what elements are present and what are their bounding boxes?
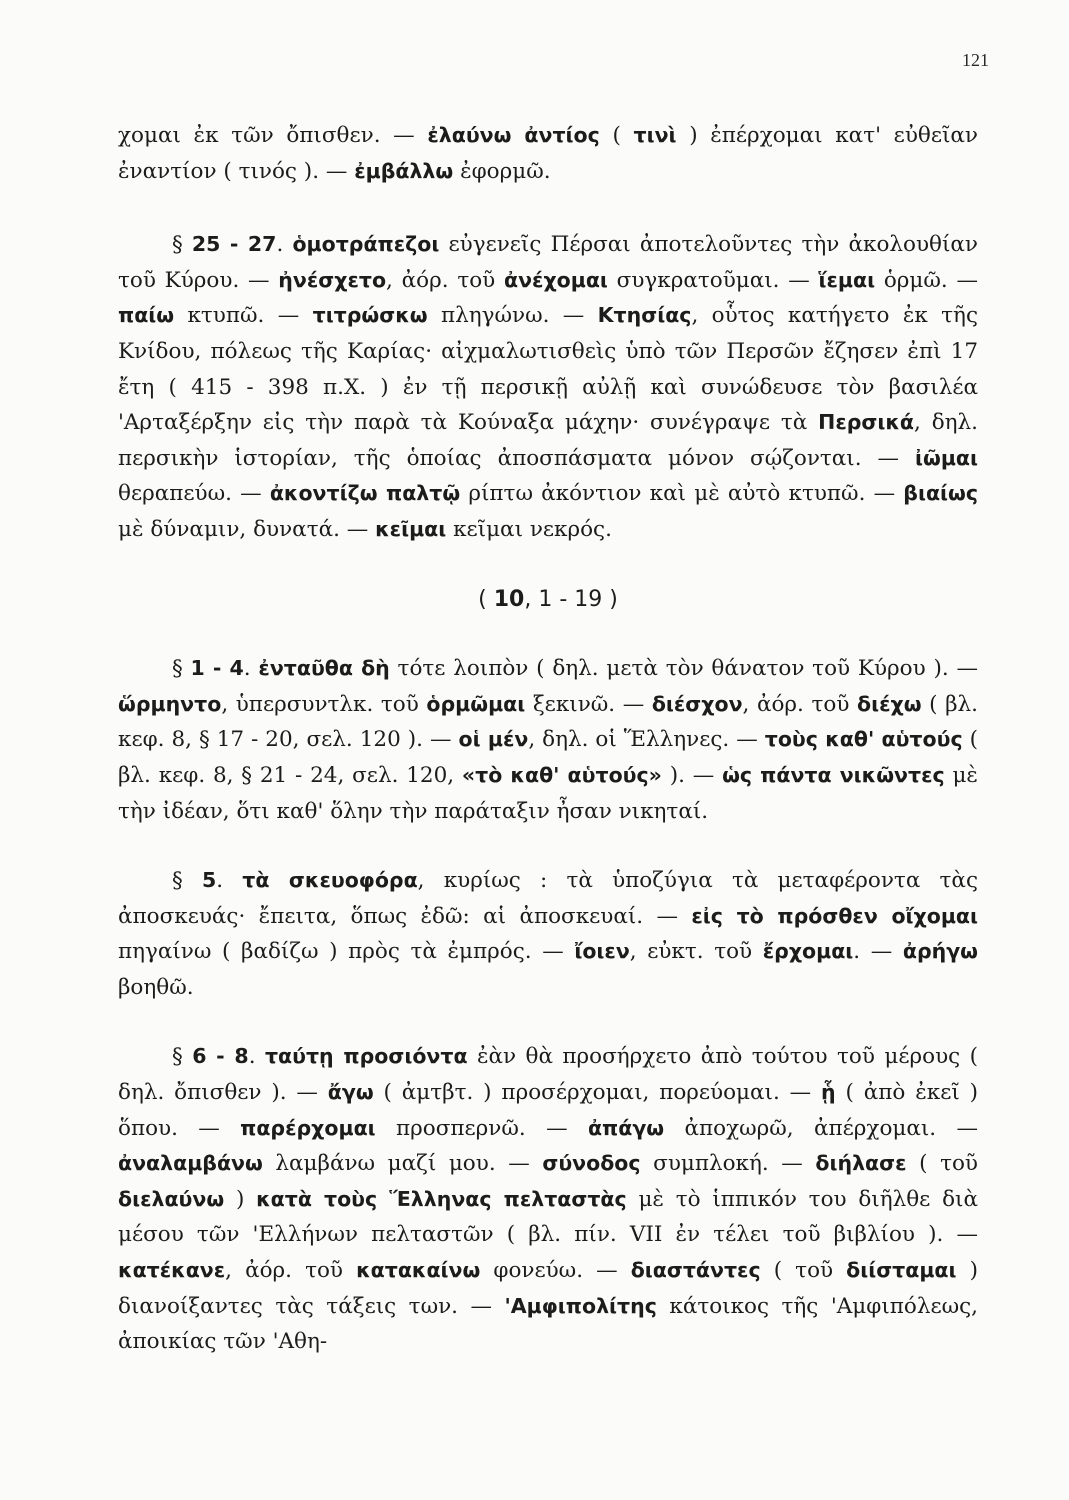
gloss-text: , ὑπερσυντλκ. τοῦ bbox=[221, 691, 427, 717]
lemma-term: διέσχον bbox=[651, 691, 743, 716]
gloss-text: μὲ τὴν ἰδέαν, ὅτι καθ' ὅλην τὴν παράταξιν ἦσαν νικηταί. bbox=[118, 762, 978, 824]
lemma-term: διελαύνω bbox=[118, 1186, 225, 1211]
lemma-term: ἀρήγω bbox=[902, 939, 978, 964]
gloss-text: ( ἀμτβτ. ) προσέρχομαι, πορεύομαι. — bbox=[373, 1080, 822, 1106]
gloss-text: § bbox=[172, 656, 191, 682]
gloss-text: ) διανοίξαντες τὰς τάξεις των. — bbox=[118, 1258, 978, 1319]
page-content bbox=[118, 118, 978, 1360]
gloss-text: ξεκινῶ. — bbox=[525, 691, 652, 717]
gloss-text: § bbox=[172, 1044, 193, 1070]
lemma-term: ὁμοτράπεζοι bbox=[292, 232, 440, 257]
lemma-term: ἐλαύνω ἀντίος bbox=[427, 123, 600, 147]
lemma-term: ἐμβάλλω bbox=[354, 158, 454, 183]
gloss-text: πληγώνω. — bbox=[427, 303, 598, 329]
lemma-term: Περσικά bbox=[818, 410, 914, 435]
lemma-term: ἔρχομαι bbox=[762, 939, 854, 964]
gloss-text: εὐγενεῖς Πέρσαι ἀποτελοῦντες τὴν ἀκολουθίαν τοῦ Κύρου. — bbox=[118, 232, 978, 293]
lemma-term: κεῖμαι bbox=[375, 516, 447, 541]
lemma-term: Κτησίας bbox=[597, 303, 692, 328]
gloss-text: , ἀόρ. τοῦ bbox=[225, 1258, 357, 1284]
section-heading-chapter: 10 bbox=[493, 586, 525, 612]
gloss-text: θεραπεύω. — bbox=[118, 481, 270, 507]
lemma-term: διέχω bbox=[857, 691, 922, 716]
lemma-term: διίσταμαι bbox=[846, 1258, 957, 1283]
lemma-term: 6 - 8 bbox=[192, 1044, 249, 1069]
gloss-text: , εὐκτ. τοῦ bbox=[629, 939, 763, 965]
page-number: 121 bbox=[962, 50, 989, 70]
lemma-term: εἰς τὸ πρόσθεν οἴχομαι bbox=[691, 903, 978, 928]
lemma-term: σύνοδος bbox=[542, 1151, 641, 1176]
paragraph-section-5 bbox=[118, 863, 978, 1005]
gloss-text: , δηλ. οἱ Ἕλληνες. — bbox=[528, 727, 765, 753]
gloss-text: κτυπῶ. — bbox=[174, 303, 313, 329]
lemma-term: ἵεμαι bbox=[818, 267, 876, 292]
gloss-text: ( ἀπὸ ἐκεῖ ) ὅπου. — bbox=[118, 1080, 979, 1141]
lemma-term: ταύτῃ προσιόντα bbox=[264, 1044, 468, 1069]
gloss-text: ἐὰν θὰ προσήρχετο ἀπὸ τούτου τοῦ μέρους ( δηλ. ὄπισθεν ). — bbox=[118, 1044, 978, 1106]
gloss-text: πηγαίνω ( βαδίζω ) πρὸς τὰ ἐμπρός. — bbox=[118, 939, 575, 965]
lemma-term: ὡς πάντα νικῶντες bbox=[722, 762, 945, 787]
lemma-term: τὰ σκευοφόρα bbox=[242, 868, 418, 893]
gloss-text: § bbox=[172, 868, 202, 894]
lemma-term: ὥρμηντο bbox=[118, 691, 222, 716]
gloss-text: χομαι ἐκ τῶν ὄπισθεν. — bbox=[118, 123, 428, 148]
gloss-text: τότε λοιπὸν ( δηλ. μετὰ τὸν θάνατον τοῦ Κύρου ). — bbox=[389, 656, 978, 682]
gloss-text: . bbox=[248, 1044, 265, 1070]
gloss-text: ἐφορμῶ. bbox=[453, 158, 551, 184]
gloss-text: . bbox=[216, 868, 243, 894]
gloss-text: § bbox=[172, 232, 192, 258]
gloss-text: ). — bbox=[661, 762, 723, 788]
lemma-term: ἠνέσχετο bbox=[278, 267, 387, 292]
lemma-term: ὁρμῶμαι bbox=[426, 691, 526, 716]
gloss-text: , οὗτος κατήγετο ἐκ τῆς Κνίδου, πόλεως τῆς Καρίας· αἰχμαλωτισθεὶς ὑπὸ τῶν Περσῶν ἔζησεν ἐπὶ 17 ἔτη ( 415 - 398 π.Χ. ) ἐν τῇ περσικῇ αὐλῇ καὶ συνώδευσε τὸν βασιλέα 'Αρταξέρξην εἰς τὴν παρὰ τὰ Κούναξα μάχην· συνέγραψε τὰ bbox=[118, 303, 978, 436]
lemma-term: παρέρχομαι bbox=[240, 1115, 376, 1140]
lemma-term: τοὺς καθ' αὑτούς bbox=[764, 727, 963, 752]
gloss-text: , δηλ. περσικὴν ἱστορίαν, τῆς ὁποίας ἀποσπάσματα μόνον σῴζονται. — bbox=[118, 410, 978, 471]
paragraph-section-1-4 bbox=[118, 651, 978, 829]
gloss-text: . — bbox=[853, 939, 903, 965]
lemma-term: ἀνέχομαι bbox=[503, 267, 608, 292]
gloss-text: μὲ τὸ ἱππικόν του διῆλθε διὰ μέσου τῶν 'Ελλήνων πελταστῶν ( βλ. πίν. VII ἐν τέλει τοῦ βιβλίου ). — bbox=[118, 1186, 978, 1248]
gloss-text: ( βλ. κεφ. 8, § 17 - 20, σελ. 120 ). — bbox=[118, 691, 978, 753]
lemma-term: ἀκοντίζω παλτῷ bbox=[269, 481, 461, 506]
gloss-text: ( τοῦ bbox=[906, 1151, 978, 1177]
lemma-term: «τὸ καθ' αὑτούς» bbox=[461, 762, 662, 787]
paragraph-section-6-8 bbox=[118, 1039, 978, 1359]
lemma-term: διαστάντες bbox=[630, 1258, 761, 1283]
lemma-term: 'Αμφιπολίτης bbox=[504, 1293, 657, 1318]
paragraph-continuation bbox=[118, 118, 978, 189]
lemma-term: κατακαίνω bbox=[356, 1258, 481, 1283]
lemma-term: ἰῶμαι bbox=[915, 445, 978, 470]
gloss-text: προσπερνῶ. — bbox=[375, 1115, 588, 1141]
lemma-term: παίω bbox=[118, 303, 175, 328]
gloss-text: συμπλοκή. — bbox=[640, 1151, 816, 1177]
lemma-term: διήλασε bbox=[815, 1151, 907, 1176]
paragraph-section-25-27 bbox=[118, 227, 978, 547]
gloss-text: . bbox=[243, 656, 259, 682]
lemma-term: βιαίως bbox=[903, 481, 978, 506]
lemma-term: 1 - 4 bbox=[190, 656, 244, 681]
lemma-term: οἱ μέν bbox=[458, 727, 529, 752]
gloss-text: , κυρίως : τὰ ὑποζύγια τὰ μεταφέροντα τὰς ἀποσκευάς· ἔπειτα, ὅπως ἐδῶ: αἱ ἀποσκευαί. — bbox=[118, 868, 978, 929]
lemma-term: 25 - 27 bbox=[191, 232, 277, 257]
gloss-text: ) ἐπέρχομαι κατ' εὐθεῖαν ἐναντίον ( τινός ). — bbox=[118, 123, 978, 184]
lemma-term: ἀναλαμβάνω bbox=[118, 1151, 263, 1176]
gloss-text: κάτοικος τῆς 'Αμφιπόλεως, ἀποικίας τῶν 'Αθη- bbox=[118, 1293, 978, 1355]
lemma-term: ἀπάγω bbox=[587, 1115, 665, 1140]
gloss-text: , ἀόρ. τοῦ bbox=[742, 691, 857, 717]
gloss-text: ) bbox=[224, 1186, 257, 1212]
lemma-term: κατὰ τοὺς Ἕλληνας πελταστὰς bbox=[256, 1186, 627, 1211]
lemma-term: ἐνταῦθα δὴ bbox=[258, 656, 390, 681]
lemma-term: 5 bbox=[201, 868, 217, 893]
gloss-text: ( bbox=[599, 123, 634, 148]
lemma-term: τιτρώσκω bbox=[312, 303, 428, 328]
lemma-term: ᾗ bbox=[821, 1080, 836, 1105]
gloss-text: ὁρμῶ. — bbox=[875, 267, 979, 293]
gloss-text: ἀποχωρῶ, ἀπέρχομαι. — bbox=[664, 1115, 978, 1141]
lemma-term: κατέκανε bbox=[118, 1258, 226, 1283]
gloss-text: βοηθῶ. bbox=[118, 974, 194, 1000]
gloss-text: ( τοῦ bbox=[760, 1258, 847, 1284]
gloss-text: ρίπτω ἀκόντιον καὶ μὲ αὐτὸ κτυπῶ. — bbox=[460, 481, 904, 507]
lemma-term: τινὶ bbox=[633, 123, 677, 147]
gloss-text: ( βλ. κεφ. 8, § 21 - 24, σελ. 120, bbox=[118, 727, 978, 788]
gloss-text: λαμβάνω μαζί μου. — bbox=[262, 1151, 543, 1177]
gloss-text: συγκρατοῦμαι. — bbox=[607, 267, 819, 293]
lemma-term: ἄγω bbox=[327, 1080, 374, 1105]
lemma-term: ἴοιεν bbox=[574, 939, 630, 964]
gloss-text: . bbox=[276, 232, 293, 258]
gloss-text: φονεύω. — bbox=[480, 1258, 631, 1284]
section-heading-range: 1 - 19 bbox=[538, 586, 603, 612]
gloss-text: κεῖμαι νεκρός. bbox=[446, 516, 612, 542]
gloss-text: , ἀόρ. τοῦ bbox=[386, 267, 504, 293]
gloss-text: μὲ δύναμιν, δυνατά. — bbox=[118, 516, 376, 542]
section-heading: ( 10, 1 - 19 ) bbox=[478, 586, 618, 612]
